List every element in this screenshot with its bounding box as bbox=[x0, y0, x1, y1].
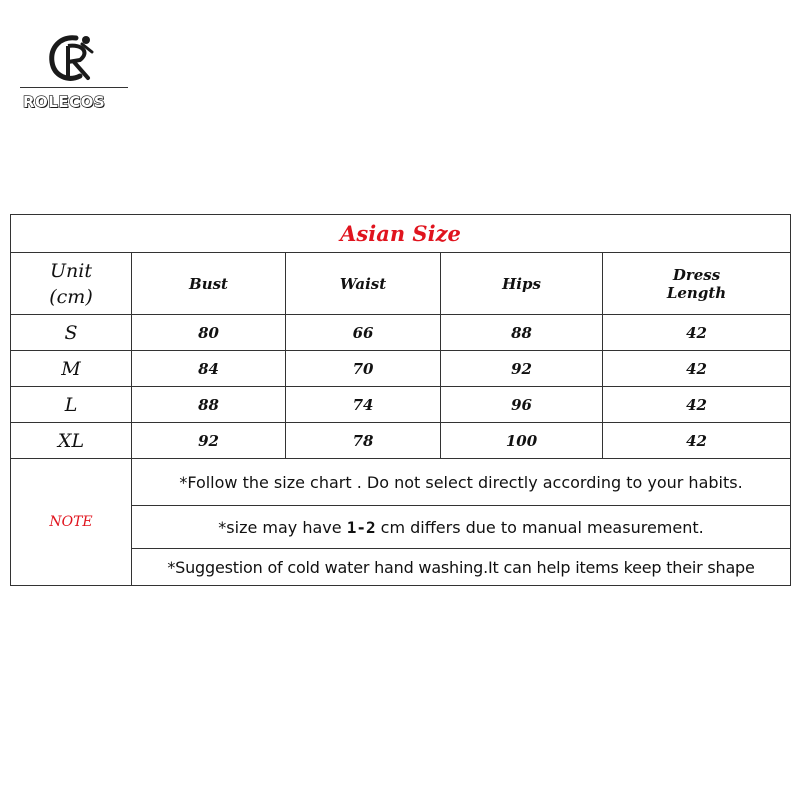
note-text bbox=[132, 506, 791, 549]
table-header-row bbox=[11, 253, 791, 315]
hips-value: 96 bbox=[441, 387, 603, 423]
waist-value: 66 bbox=[286, 315, 441, 351]
dress-length-value: 42 bbox=[603, 387, 791, 423]
logo-divider bbox=[20, 87, 128, 88]
note-text-start: *size may have bbox=[218, 517, 347, 537]
table-row bbox=[11, 315, 791, 351]
column-header-bust: Bust bbox=[132, 253, 286, 315]
unit-measure: (cm) bbox=[49, 285, 93, 308]
dress-length-value: 42 bbox=[603, 423, 791, 459]
table-row bbox=[11, 351, 791, 387]
dress-length-line2: Length bbox=[666, 283, 727, 302]
waist-value: 70 bbox=[286, 351, 441, 387]
table-title: Asian Size bbox=[11, 215, 791, 253]
size-chart-table bbox=[10, 214, 791, 586]
note-text-range: 1-2 bbox=[346, 517, 376, 537]
note-text-end: cm differs due to manual measurement. bbox=[375, 517, 704, 537]
table-row bbox=[11, 387, 791, 423]
logo-wordmark-box bbox=[20, 89, 130, 111]
bust-value: 88 bbox=[132, 387, 286, 423]
note-text: *Follow the size chart . Do not select directly according to your habits. bbox=[132, 459, 791, 506]
bust-value: 92 bbox=[132, 423, 286, 459]
logo-wordmark: ROLECOS bbox=[23, 93, 106, 111]
size-label: S bbox=[11, 315, 132, 351]
table-title-row bbox=[11, 215, 791, 253]
column-header-hips: Hips bbox=[441, 253, 603, 315]
dress-length-value: 42 bbox=[603, 315, 791, 351]
dress-length-line1: Dress bbox=[672, 265, 721, 284]
note-label: NOTE bbox=[11, 459, 132, 586]
bust-value: 80 bbox=[132, 315, 286, 351]
size-label: M bbox=[11, 351, 132, 387]
bust-value: 84 bbox=[132, 351, 286, 387]
note-text: *Suggestion of cold water hand washing.It can help items keep their shape bbox=[132, 549, 791, 586]
waist-value: 74 bbox=[286, 387, 441, 423]
size-label: XL bbox=[11, 423, 132, 459]
note-row bbox=[11, 459, 791, 506]
dress-length-value: 42 bbox=[603, 351, 791, 387]
column-header-waist: Waist bbox=[286, 253, 441, 315]
rolecos-monogram-icon bbox=[46, 32, 98, 84]
hips-value: 100 bbox=[441, 423, 603, 459]
brand-logo bbox=[20, 28, 130, 118]
column-header-dress-length bbox=[603, 253, 791, 315]
size-label: L bbox=[11, 387, 132, 423]
waist-value: 78 bbox=[286, 423, 441, 459]
unit-header bbox=[11, 253, 132, 315]
table-row bbox=[11, 423, 791, 459]
unit-label: Unit bbox=[50, 259, 92, 282]
hips-value: 88 bbox=[441, 315, 603, 351]
hips-value: 92 bbox=[441, 351, 603, 387]
